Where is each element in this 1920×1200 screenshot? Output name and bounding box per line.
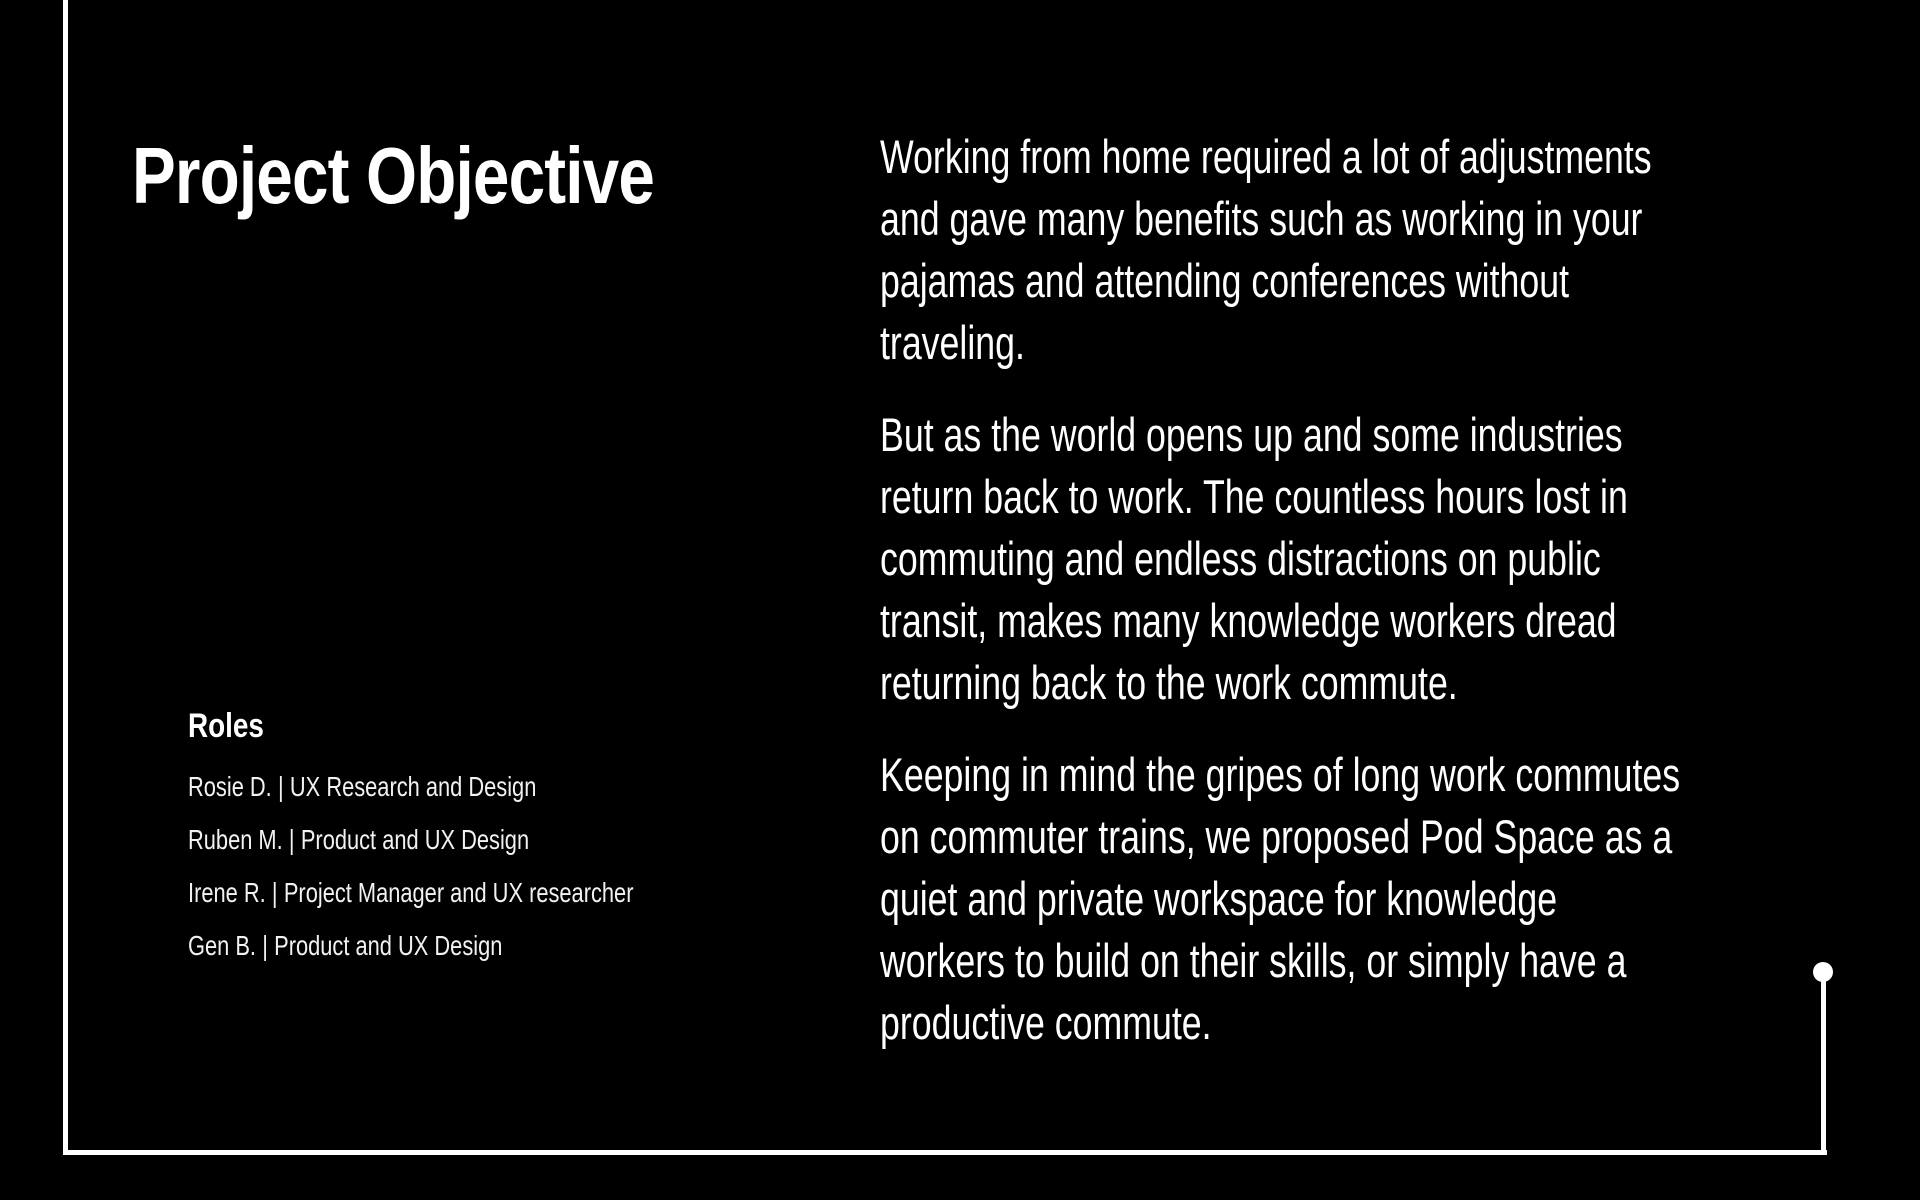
role-separator: |	[271, 877, 278, 908]
role-separator: |	[288, 824, 295, 855]
role-person-name: Ruben M.	[188, 824, 283, 855]
frame-bottom-line	[63, 1150, 1827, 1155]
page-title: Project Objective	[132, 131, 655, 220]
objective-body	[880, 126, 1920, 1084]
role-separator: |	[262, 930, 268, 961]
role-person-name: Irene R.	[188, 877, 266, 908]
role-row	[188, 919, 633, 972]
role-title: Product and UX Design	[300, 824, 530, 855]
role-separator: |	[277, 771, 284, 802]
roles-section	[188, 700, 759, 972]
roles-heading: Roles	[188, 707, 264, 745]
role-title: Product and UX Design	[274, 930, 503, 961]
role-person-name: Rosie D.	[188, 771, 272, 802]
objective-paragraph: But as the world opens up and some industries return back to work. The countless hours lost in commuting and endless distractions on public transit, makes many knowledge workers dread returning back to the work commute.	[880, 408, 1628, 709]
frame-left-line	[63, 0, 68, 1155]
role-row	[188, 813, 633, 866]
role-title: UX Research and Design	[289, 771, 537, 802]
role-row	[188, 760, 633, 813]
objective-paragraph: Keeping in mind the gripes of long work commutes on commuter trains, we proposed Pod Space as a quiet and private workspace for knowledge workers to build on their skills, or simply have a productive commute.	[880, 748, 1681, 1049]
role-title: Project Manager and UX researcher	[283, 877, 634, 908]
objective-paragraph: Working from home required a lot of adjustments and gave many benefits such as working in your pajamas and attending conferences without traveling.	[880, 130, 1652, 369]
role-row	[188, 866, 633, 919]
role-person-name: Gen B.	[188, 930, 256, 961]
